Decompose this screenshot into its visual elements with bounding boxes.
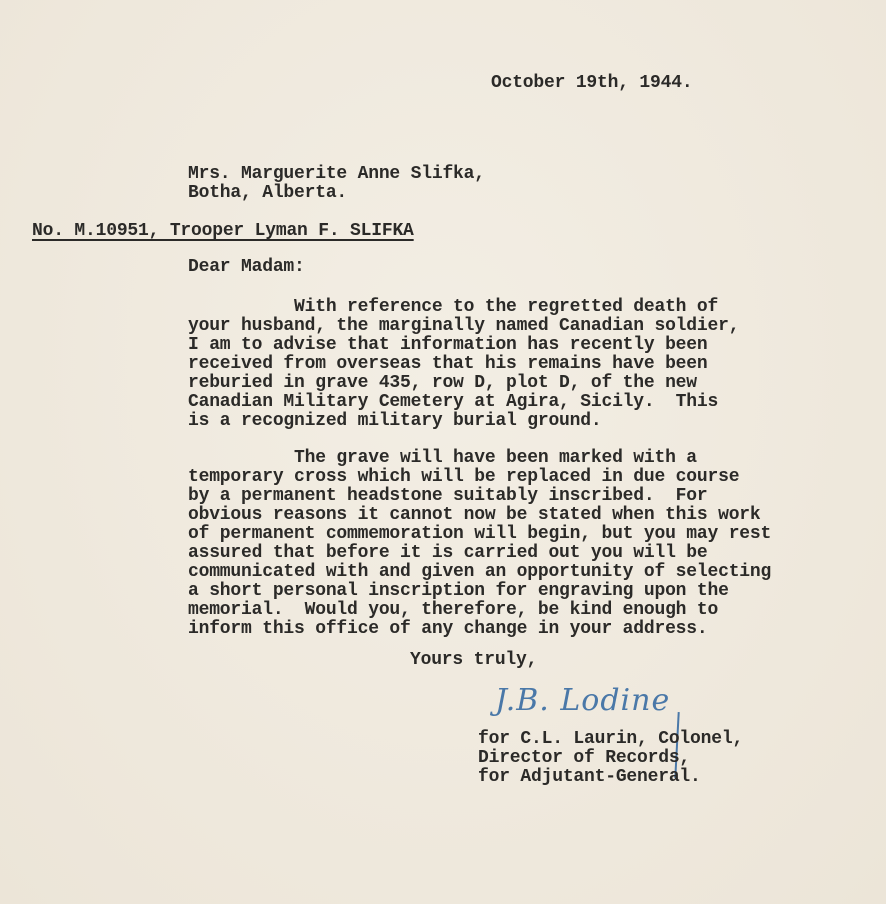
handwritten-signature: J.B. Lodine — [495, 683, 671, 718]
text-line: is a recognized military burial ground. — [188, 411, 602, 431]
text-line: Canadian Military Cemetery at Agira, Sicily. This — [188, 392, 719, 412]
text-line: communicated with and given an opportunity of selecting — [188, 562, 772, 582]
signatory-line: for C.L. Laurin, Colonel, — [478, 729, 744, 749]
text-line: a short personal inscription for engraving upon the — [188, 581, 729, 601]
addressee-block — [188, 165, 485, 203]
text-line: inform this office of any change in your address. — [188, 619, 708, 639]
text-line: assured that before it is carried out you will be — [188, 543, 708, 563]
addressee-name: Mrs. Marguerite Anne Slifka, — [188, 164, 485, 184]
text-line: reburied in grave 435, row D, plot D, of the new — [188, 373, 697, 393]
text-line: I am to advise that information has recently been — [188, 335, 708, 355]
addressee-location: Botha, Alberta. — [188, 183, 348, 203]
signatory-title: Director of Records, — [478, 748, 691, 768]
letter-date: October 19th, 1944. — [491, 73, 693, 93]
text-line: of permanent commemoration will begin, but you may rest — [188, 524, 772, 544]
text-line: memorial. Would you, therefore, be kind enough to — [188, 600, 719, 620]
text-line: The grave will have been marked with a — [188, 448, 697, 468]
signature-block — [478, 730, 743, 787]
text-line: With reference to the regretted death of — [188, 297, 719, 317]
text-line: by a permanent headstone suitably inscribed. For — [188, 486, 708, 506]
paragraph-1 — [188, 298, 739, 431]
text-line: obvious reasons it cannot now be stated when this work — [188, 505, 761, 525]
text-line: received from overseas that his remains have been — [188, 354, 708, 374]
signatory-office: for Adjutant-General. — [478, 767, 701, 787]
subject-line: No. M.10951, Trooper Lyman F. SLIFKA — [32, 221, 414, 241]
text-line: your husband, the marginally named Canadian soldier, — [188, 316, 740, 336]
salutation: Dear Madam: — [188, 257, 305, 277]
text-line: temporary cross which will be replaced in due course — [188, 467, 740, 487]
paragraph-2 — [188, 449, 771, 639]
closing: Yours truly, — [410, 650, 538, 670]
